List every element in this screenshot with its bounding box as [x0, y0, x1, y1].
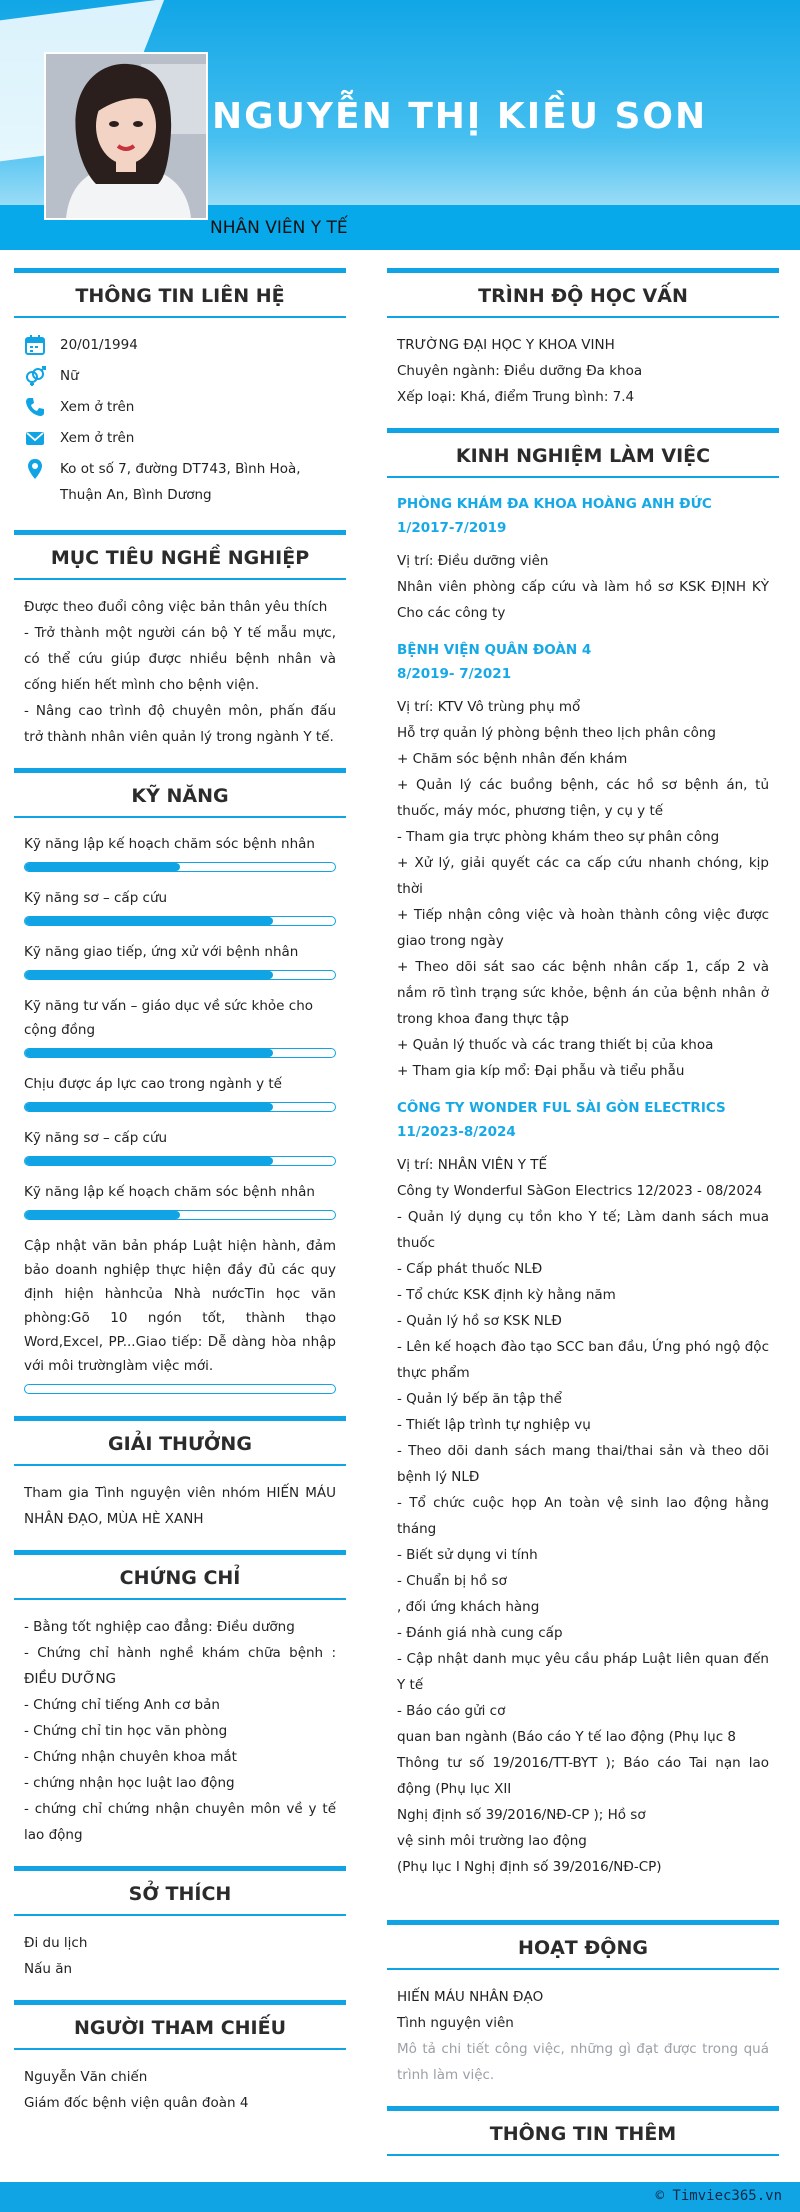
activities-list [387, 1984, 779, 2088]
skill-item [14, 1180, 346, 1220]
company-name: CÔNG TY WONDER FUL SÀI GÒN ELECTRICS [397, 1100, 726, 1116]
address-value [60, 456, 301, 508]
job-duty: - Theo dõi danh sách mang thai/thai sản và theo dõi bệnh lý NLĐ [397, 1443, 769, 1485]
job-duty: - Lên kế hoạch đào tạo SCC ban đầu, Ứng phó ngộ độc thực phẩm [397, 1339, 769, 1381]
hobbies-list [14, 1930, 346, 1982]
job-title: NHÂN VIÊN Y TẾ [210, 218, 348, 238]
skill-bar [24, 862, 336, 872]
skill-name: Kỹ năng lập kế hoạch chăm sóc bệnh nhân [24, 1184, 315, 1200]
skill-name: Kỹ năng tư vấn – giáo dục về sức khỏe cho cộng đồng [24, 998, 314, 1038]
job-position: Vị trí: NHÂN VIÊN Y TẾ [397, 1157, 548, 1173]
job-duty: - Tổ chức cuộc họp An toàn vệ sinh lao động hằng tháng [397, 1495, 769, 1537]
skill-bar-fill [25, 1211, 180, 1219]
contact-gender [24, 363, 336, 389]
company-name: BỆNH VIỆN QUÂN ĐOÀN 4 [397, 642, 592, 658]
skill-bar [24, 1102, 336, 1112]
experience-section-title: KINH NGHIỆM LÀM VIỆC [387, 428, 779, 478]
skill-item [14, 1234, 346, 1394]
contact-dob [24, 332, 336, 358]
company-name: PHÒNG KHÁM ĐA KHOA HOÀNG ANH ĐỨC [397, 496, 712, 512]
calendar-icon [24, 334, 46, 356]
job-duty: + Chăm sóc bệnh nhân đến khám [397, 751, 628, 767]
job-details [387, 694, 779, 1084]
job-duty: + Tiếp nhận công việc và hoàn thành công việc được giao trong ngày [397, 907, 769, 949]
job-duty: Nhân viên phòng cấp cứu và làm hồ sơ KSK ĐỊNH KỲ Cho các công ty [397, 579, 769, 621]
skill-bar-fill [25, 1049, 273, 1057]
skills-section-title: KỸ NĂNG [14, 768, 346, 818]
contact-phone [24, 394, 336, 420]
job-duty: - Đánh giá nhà cung cấp [397, 1625, 563, 1641]
job-duty: + Quản lý các buồng bệnh, các hồ sơ bệnh án, tủ thuốc, máy móc, phương tiện, y cụ y tế [397, 777, 769, 819]
extra-info-section-title: THÔNG TIN THÊM [387, 2106, 779, 2156]
activity-item: Tình nguyện viên [397, 2015, 514, 2031]
objective-line: Được theo đuổi công việc bản thân yêu thích [24, 599, 328, 615]
objective-line: - Nâng cao trình độ chuyên môn, phấn đấu trở thành nhân viên quản lý trong ngành Y tế. [24, 703, 336, 745]
skill-name: Cập nhật văn bản pháp Luật hiện hành, đảm bảo doanh nghiệp thực hiện đầy đủ các quy định hiện hànhcủa Nhà nướcTin học văn phòng:Gõ 10 ngón tốt, thành thạo Word,Excel, PP...Giao tiếp: Dễ dàng hòa nhập với môi trườnglàm việc mới. [24, 1238, 336, 1374]
contact-email [24, 425, 336, 451]
footer-bar [0, 2182, 800, 2212]
hobbies-section-title: SỞ THÍCH [14, 1866, 346, 1916]
certificate-item: - Chứng chỉ hành nghề khám chữa bệnh : ĐIỀU DƯỠNG [24, 1645, 336, 1687]
skill-bar-fill [25, 917, 273, 925]
activities-section-title: HOẠT ĐỘNG [387, 1920, 779, 1970]
job-duty: vệ sinh môi trường lao động [397, 1833, 587, 1849]
experience-item [387, 638, 779, 1084]
references-section-title: NGƯỜI THAM CHIẾU [14, 2000, 346, 2050]
job-duty: , đối ứng khách hàng [397, 1599, 540, 1615]
phone-icon [24, 396, 46, 418]
education-details [387, 332, 779, 410]
skill-bar [24, 1210, 336, 1220]
skill-bar-fill [25, 1157, 273, 1165]
certificate-item: - chứng chỉ chứng nhận chuyên môn về y tế lao động [24, 1801, 336, 1843]
job-duty: + Theo dõi sát sao các bệnh nhân cấp 1, cấp 2 và nắm rõ tình trạng sức khỏe, bệnh án của bệnh nhân ở trong khoa đang thực tập [397, 959, 769, 1027]
right-column [387, 268, 779, 2204]
awards-section-title: GIẢI THƯỞNG [14, 1416, 346, 1466]
job-duty: Nghị định số 39/2016/NĐ-CP ); Hồ sơ [397, 1807, 646, 1823]
experience-item [387, 1096, 779, 1880]
job-position: Vị trí: KTV Vô trùng phụ mổ [397, 699, 581, 715]
address-line-1: Ko ot số 7, đường DT743, Bình Hoà, [60, 461, 301, 477]
avatar [44, 52, 208, 220]
certificate-item: - Chứng nhận chuyên khoa mắt [24, 1749, 237, 1765]
email-icon [24, 427, 46, 449]
skill-bar [24, 1048, 336, 1058]
objective-text [14, 594, 346, 750]
left-column [14, 268, 346, 2116]
job-details [387, 548, 779, 626]
references-list [14, 2064, 346, 2116]
phone-value: Xem ở trên [60, 399, 135, 415]
skill-bar-fill [25, 1103, 273, 1111]
job-duty: - Quản lý bếp ăn tập thể [397, 1391, 562, 1407]
contact-info [14, 332, 346, 508]
job-duty: Hỗ trợ quản lý phòng bệnh theo lịch phân công [397, 725, 716, 741]
location-pin-icon [24, 458, 46, 480]
certificate-item: - Bằng tốt nghiệp cao đẳng: Điều dưỡng [24, 1619, 295, 1635]
address-line-2: Thuận An, Bình Dương [60, 487, 212, 503]
skill-bar [24, 970, 336, 980]
skill-bar-fill [25, 971, 273, 979]
job-duty: - Quản lý dụng cụ tồn kho Y tế; Làm danh sách mua thuốc [397, 1209, 769, 1251]
employment-period: 1/2017-7/2019 [397, 520, 507, 536]
job-duty: - Quản lý hồ sơ KSK NLĐ [397, 1313, 562, 1329]
gender-icon [24, 365, 46, 387]
dob-value: 20/01/1994 [60, 337, 138, 353]
job-duty: - Thiết lập trình tự nghiệp vụ [397, 1417, 591, 1433]
job-duty: quan ban ngành (Báo cáo Y tế lao động (Phụ lục 8 [397, 1729, 737, 1745]
education-school: TRƯỜNG ĐẠI HỌC Y KHOA VINH [397, 337, 615, 353]
hobby-item: Nấu ăn [24, 1961, 73, 1977]
job-duty: + Quản lý thuốc và các trang thiết bị của khoa [397, 1037, 714, 1053]
reference-item: Nguyễn Văn chiến [24, 2069, 148, 2085]
certificate-item: - Chứng chỉ tin học văn phòng [24, 1723, 228, 1739]
activity-item: HIẾN MÁU NHÂN ĐẠO [397, 1989, 544, 2005]
education-major: Chuyên ngành: Điều dưỡng Đa khoa [397, 363, 643, 379]
job-duty: - Biết sử dụng vi tính [397, 1547, 538, 1563]
education-grade: Xếp loại: Khá, điểm Trung bình: 7.4 [397, 389, 635, 405]
skill-bar [24, 1384, 336, 1394]
skill-item [14, 940, 346, 980]
skill-name: Kỹ năng lập kế hoạch chăm sóc bệnh nhân [24, 836, 315, 852]
job-details [387, 1152, 779, 1880]
job-duty: Công ty Wonderful SàGon Electrics 12/2023 - 08/2024 [397, 1183, 763, 1199]
contact-section-title: THÔNG TIN LIÊN HỆ [14, 268, 346, 318]
objective-section-title: MỤC TIÊU NGHỀ NGHIỆP [14, 530, 346, 580]
employment-period: 11/2023-8/2024 [397, 1124, 516, 1140]
skill-name: Kỹ năng sơ – cấp cứu [24, 1130, 168, 1146]
awards-text: Tham gia Tình nguyện viên nhóm HIẾN MÁU NHÂN ĐẠO, MÙA HÈ XANH [24, 1485, 336, 1527]
employment-period: 8/2019- 7/2021 [397, 666, 512, 682]
skill-item [14, 886, 346, 926]
skill-name: Kỹ năng giao tiếp, ứng xử với bệnh nhân [24, 944, 299, 960]
skill-item [14, 1072, 346, 1112]
skill-item [14, 832, 346, 872]
skill-item [14, 994, 346, 1058]
job-duty: + Xử lý, giải quyết các ca cấp cứu nhanh chóng, kịp thời [397, 855, 769, 897]
job-duty: - Tham gia trực phòng khám theo sự phân công [397, 829, 720, 845]
job-duty: + Tham gia kíp mổ: Đại phẫu và tiểu phẫu [397, 1063, 685, 1079]
hobby-item: Đi du lịch [24, 1935, 88, 1951]
candidate-name: NGUYỄN THỊ KIỀU SON [212, 96, 708, 137]
skill-bar [24, 1156, 336, 1166]
skill-item [14, 1126, 346, 1166]
skills-list [14, 832, 346, 1394]
certificates-section-title: CHỨNG CHỈ [14, 1550, 346, 1600]
job-duty: Thông tư số 19/2016/TT-BYT ); Báo cáo Tai nạn lao động (Phụ lục XII [397, 1755, 769, 1797]
email-value: Xem ở trên [60, 430, 135, 446]
skill-name: Kỹ năng sơ – cấp cứu [24, 890, 168, 906]
education-section-title: TRÌNH ĐỘ HỌC VẤN [387, 268, 779, 318]
skill-bar [24, 916, 336, 926]
certificates-list [14, 1614, 346, 1848]
reference-item: Giám đốc bệnh viện quân đoàn 4 [24, 2095, 249, 2111]
experience-list [387, 492, 779, 1880]
contact-address [24, 456, 336, 508]
footer-brand[interactable]: © Timviec365.vn [655, 2188, 782, 2204]
job-duty: (Phụ lục I Nghị định số 39/2016/NĐ-CP) [397, 1859, 662, 1875]
objective-line: - Trở thành một người cán bộ Y tế mẫu mực, có thể cứu giúp được nhiều bệnh nhân và cống hiến hết mình cho bệnh viện. [24, 625, 336, 693]
certificate-item: - chứng nhận học luật lao động [24, 1775, 235, 1791]
activity-hint: Mô tả chi tiết công việc, những gì đạt được trong quá trình làm việc. [397, 2041, 769, 2083]
skill-name: Chịu được áp lực cao trong ngành y tế [24, 1076, 282, 1092]
job-duty: - Tổ chức KSK định kỳ hằng năm [397, 1287, 616, 1303]
job-duty: - Báo cáo gửi cơ [397, 1703, 506, 1719]
gender-value: Nữ [60, 368, 79, 384]
profile-photo [46, 54, 206, 218]
job-position: Vị trí: Điều dưỡng viên [397, 553, 549, 569]
experience-item [387, 492, 779, 626]
job-duty: - Cấp phát thuốc NLĐ [397, 1261, 543, 1277]
skill-bar-fill [25, 863, 180, 871]
job-duty: - Chuẩn bị hồ sơ [397, 1573, 507, 1589]
certificate-item: - Chứng chỉ tiếng Anh cơ bản [24, 1697, 220, 1713]
job-duty: - Cập nhật danh mục yêu cầu pháp Luật liên quan đến Y tế [397, 1651, 769, 1693]
